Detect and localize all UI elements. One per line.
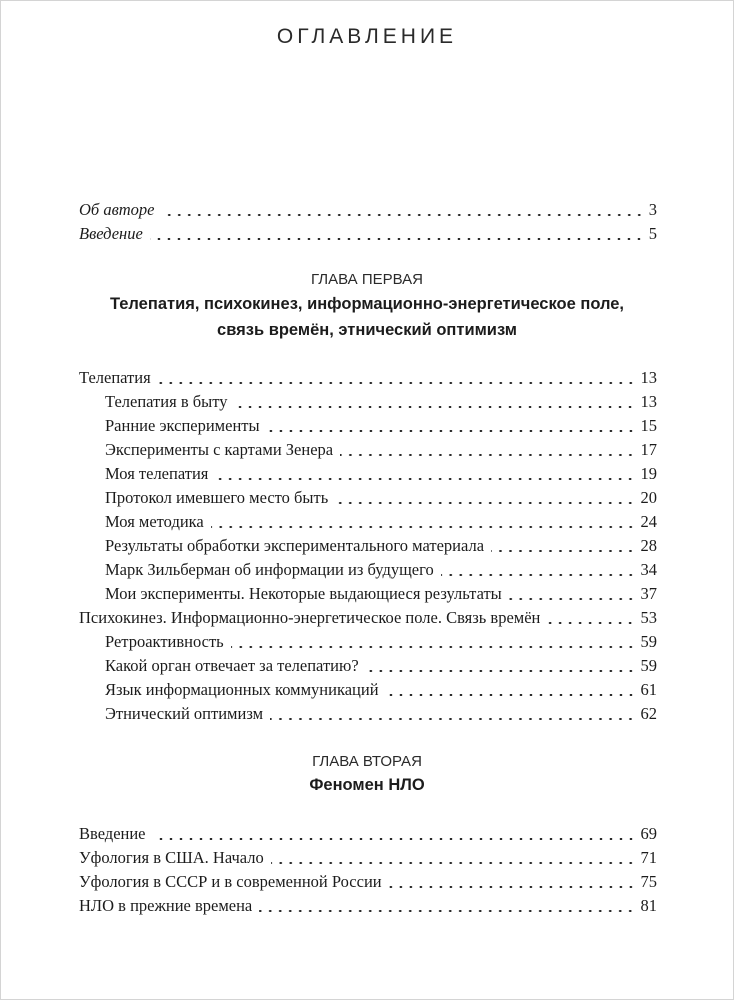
toc-entry[interactable] — [105, 679, 657, 701]
entry-label: Протокол имевшего место быть — [105, 488, 329, 507]
toc-entry[interactable] — [79, 895, 657, 917]
dot-leader — [211, 526, 636, 528]
entry-page: 15 — [640, 416, 657, 435]
dot-leader — [234, 406, 635, 408]
entry-label: Уфология в США. Начало — [79, 848, 264, 867]
toc-title: ОГЛАВЛЕНИЕ — [276, 25, 458, 48]
toc-entry[interactable] — [79, 847, 657, 869]
entry-page: 71 — [640, 848, 657, 867]
entry-label: Психокинез. Информационно-энергетическое поле. Связь времён — [79, 608, 541, 627]
entry-label: Телепатия в быту — [105, 392, 228, 411]
toc-entry-about-author[interactable] — [79, 199, 657, 221]
entry-page: 3 — [648, 200, 657, 219]
entry-label: Ранние эксперименты — [105, 416, 260, 435]
entry-page: 34 — [640, 560, 657, 579]
toc-entry[interactable] — [105, 559, 657, 581]
toc-entry[interactable] — [79, 871, 657, 893]
dot-leader — [366, 670, 636, 672]
entry-page: 13 — [640, 392, 657, 411]
entry-label: Уфология в СССР и в современной России — [79, 872, 382, 891]
entry-page: 24 — [640, 512, 657, 531]
entry-page: 53 — [640, 608, 657, 627]
toc-entry[interactable] — [105, 439, 657, 461]
dot-leader — [270, 718, 635, 720]
toc-entry[interactable] — [105, 535, 657, 557]
entry-label: Язык информационных коммуникаций — [105, 680, 379, 699]
entry-label: Моя методика — [105, 512, 204, 531]
dot-leader — [509, 598, 636, 600]
toc-entry[interactable] — [105, 487, 657, 509]
entry-page: 59 — [640, 656, 657, 675]
dot-leader — [340, 454, 635, 456]
entry-page: 59 — [640, 632, 657, 651]
entry-page: 37 — [640, 584, 657, 603]
entry-page: 75 — [640, 872, 657, 891]
entry-label: Эксперименты с картами Зенера — [105, 440, 334, 459]
entry-label: НЛО в прежние времена — [79, 896, 253, 915]
dot-leader — [386, 694, 636, 696]
toc-entry-introduction[interactable] — [79, 223, 657, 245]
toc-entry[interactable] — [105, 583, 657, 605]
entry-label: Этнический оптимизм — [105, 704, 264, 723]
toc-entry[interactable] — [105, 703, 657, 725]
dot-leader — [162, 214, 644, 216]
entry-page: 81 — [640, 896, 657, 915]
toc-entry[interactable] — [105, 511, 657, 533]
entry-page: 62 — [640, 704, 657, 723]
toc-entry[interactable] — [79, 367, 657, 389]
entry-label: Какой орган отвечает за телепатию? — [105, 656, 359, 675]
entry-label: Моя телепатия — [105, 464, 209, 483]
dot-leader — [231, 646, 636, 648]
dot-leader — [271, 862, 636, 864]
chapter-1-title-line-1: Телепатия, психокинез, информационно-энергетическое поле, — [109, 295, 625, 313]
entry-page: 19 — [640, 464, 657, 483]
toc-entry[interactable] — [105, 391, 657, 413]
dot-leader — [267, 430, 636, 432]
toc-entry[interactable] — [105, 463, 657, 485]
entry-page: 13 — [640, 368, 657, 387]
entry-label: Марк Зильберман об информации из будущего — [105, 560, 434, 579]
dot-leader — [158, 382, 636, 384]
entry-label: Введение — [79, 824, 146, 843]
dot-leader — [259, 910, 635, 912]
toc-entry[interactable] — [105, 655, 657, 677]
entry-page: 69 — [640, 824, 657, 843]
entry-page: 61 — [640, 680, 657, 699]
dot-leader — [491, 550, 635, 552]
chapter-2-title: Феномен НЛО — [309, 776, 425, 794]
chapter-2-label: ГЛАВА ВТОРАЯ — [312, 753, 422, 770]
toc-entry[interactable] — [79, 823, 657, 845]
dot-leader — [215, 478, 635, 480]
entry-page: 20 — [640, 488, 657, 507]
dot-leader — [547, 622, 635, 624]
dot-leader — [335, 502, 635, 504]
entry-label: Об авторе — [79, 200, 155, 219]
dot-leader — [441, 574, 636, 576]
dot-leader — [389, 886, 636, 888]
entry-page: 28 — [640, 536, 657, 555]
entry-page: 17 — [640, 440, 657, 459]
dot-leader — [150, 238, 644, 240]
dot-leader — [153, 838, 636, 840]
toc-entry[interactable] — [105, 631, 657, 653]
entry-label: Ретроактивность — [105, 632, 224, 651]
toc-entry[interactable] — [79, 607, 657, 629]
entry-label: Введение — [79, 224, 143, 243]
entry-label: Телепатия — [79, 368, 151, 387]
entry-page: 5 — [648, 224, 657, 243]
entry-label: Результаты обработки экспериментального материала — [105, 536, 485, 555]
chapter-1-title-line-2: связь времён, этнический оптимизм — [217, 321, 517, 339]
entry-label: Мои эксперименты. Некоторые выдающиеся результаты — [105, 584, 502, 603]
chapter-1-label: ГЛАВА ПЕРВАЯ — [311, 271, 423, 288]
toc-entry[interactable] — [105, 415, 657, 437]
